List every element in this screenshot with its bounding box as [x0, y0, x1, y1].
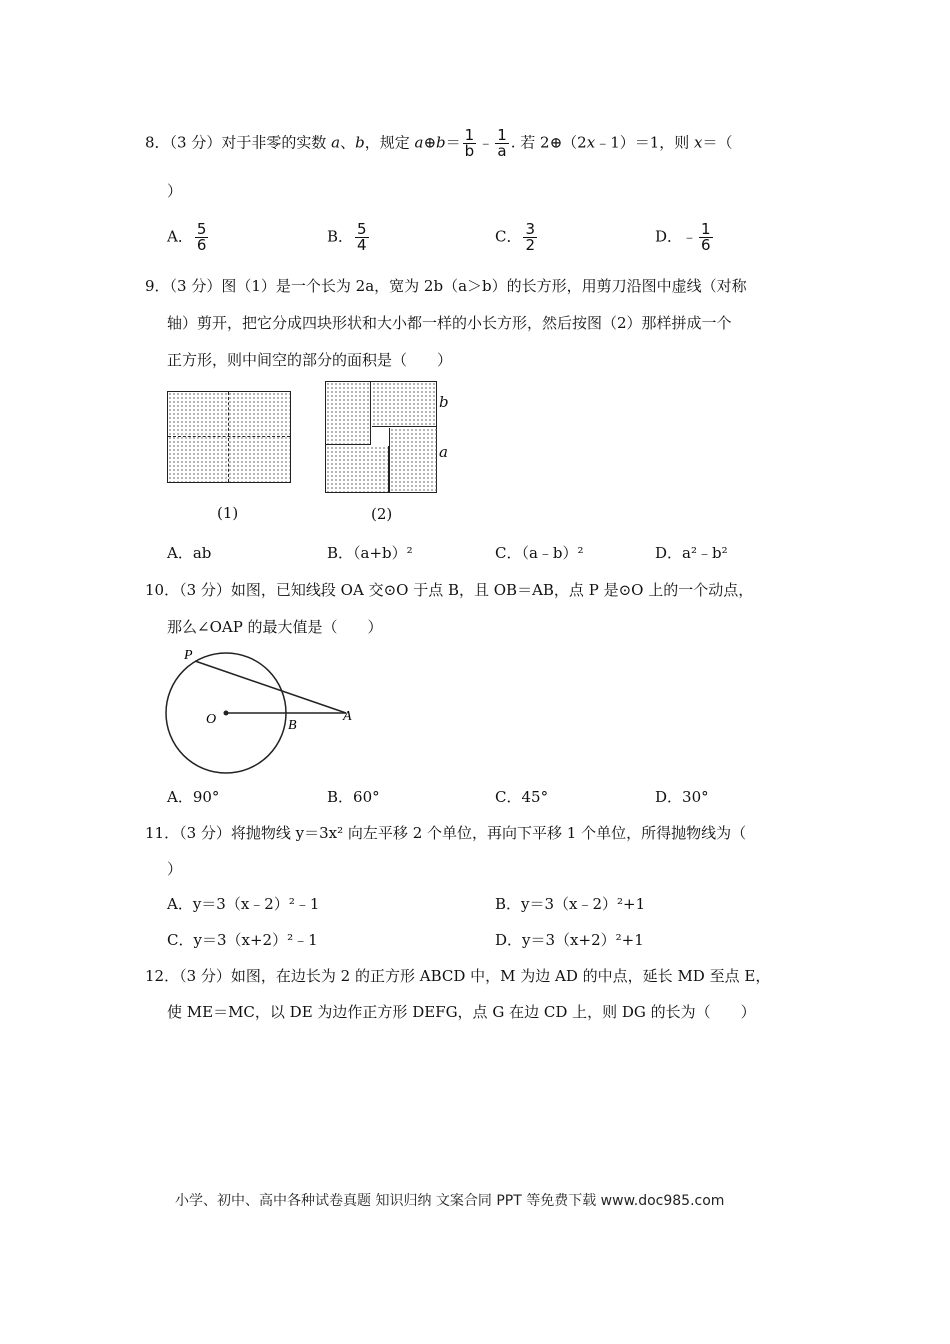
q9-figure-2-square [325, 381, 437, 493]
q8-op-a: a [414, 133, 424, 152]
frac-num: 5 [196, 220, 207, 238]
q10-line1: 10．（3 分）如图，已知线段 OA 交⊙O 于点 B，且 OB＝AB，点 P 是⊙O 上的一个动点， [145, 581, 754, 599]
option-fraction [699, 222, 713, 253]
q9-line3: 正方形，则中间空的部分的面积是（ ） [167, 351, 453, 369]
q8-f1-num: 1 [464, 126, 475, 144]
frac-den: 6 [701, 236, 711, 254]
option-label: C． [495, 227, 522, 246]
q9-fig1-vertical-dashed-line [228, 392, 229, 482]
frac-den: 6 [196, 236, 207, 254]
q9-option-b: B．（a+b）² [327, 544, 413, 562]
q11-line1: 11．（3 分）将抛物线 y＝3x² 向左平移 2 个单位，再向下平移 1 个单位，所得抛物线为（ [145, 824, 747, 842]
q8-var-x2: x [694, 133, 703, 152]
q8-text2: ，规定 [364, 133, 415, 152]
q9-fig1-horizontal-dashed-line [168, 436, 290, 437]
q10-label-p: P [184, 648, 193, 663]
option-label: B． [327, 227, 354, 246]
q8-minus: ﹣ [478, 133, 494, 152]
q12-line1: 12．（3 分）如图，在边长为 2 的正方形 ABCD 中，M 为边 AD 的中点，延长 MD 至点 E， [145, 967, 771, 985]
frac-den: 2 [525, 236, 536, 254]
option-label: A． [167, 227, 193, 246]
q8-line2: ） [167, 182, 183, 200]
q8-op-b: b [436, 133, 446, 152]
q8-f2-den: a [497, 142, 507, 160]
q8-option-b [327, 222, 371, 253]
q9-option-a: A．ab [167, 544, 212, 562]
q9-fig2-label-a: a [439, 443, 448, 461]
q10-option-c: C．45° [495, 788, 549, 806]
q9-fig2-piece-left-top [326, 382, 371, 445]
q12-line2: 使 ME＝MC，以 DE 为边作正方形 DEFG，点 G 在边 CD 上，则 DG 的长为（ ） [167, 1003, 756, 1021]
q8-f1-den: b [464, 142, 475, 160]
q8-option-c [495, 222, 539, 253]
q9-figure-1-rectangle [167, 391, 291, 483]
frac-num: 1 [701, 220, 711, 238]
q11-option-b: B．y＝3（x﹣2）²+1 [495, 895, 646, 913]
q9-figure-1-caption: (1) [217, 504, 239, 522]
q8-fraction-2 [495, 128, 509, 159]
q8-text5: ＝（ [702, 133, 733, 152]
frac-num: 5 [357, 220, 367, 238]
q8-f2-num: 1 [497, 126, 507, 144]
page-footer: 小学、初中、高中各种试卷真题 知识归纳 文案合同 PPT 等免费下载 www.doc985.com [175, 1193, 725, 1209]
q9-fig2-piece-right-bottom [389, 428, 437, 492]
q10-line2: 那么∠OAP 的最大值是（ ） [167, 618, 383, 636]
q9-figure-2-caption: (2) [371, 505, 393, 523]
q8-text3: . 若 2⊕（2 [510, 133, 587, 152]
q9-line2: 轴）剪开，把它分成四块形状和大小都一样的小长方形，然后按图（2）那样拼成一个 [167, 314, 732, 332]
frac-den: 4 [357, 236, 367, 254]
q8-option-d [655, 222, 715, 253]
q8-text: 8．（3 分）对于非零的实数 [145, 133, 327, 152]
q10-label-o: O [206, 712, 217, 727]
q9-fig2-center-hole [372, 428, 387, 444]
option-fraction [523, 222, 537, 253]
q9-line1: 9．（3 分）图（1）是一个长为 2a，宽为 2b（a＞b）的长方形，用剪刀沿图中虚线（对称 [145, 277, 747, 295]
q8-var-x: x [586, 133, 596, 152]
q9-option-c: C．（a﹣b）² [495, 544, 584, 562]
q11-option-d: D．y＝3（x+2）²+1 [495, 931, 644, 949]
q10-figure-circle [160, 645, 360, 780]
q9-fig2-piece-bottom-left [326, 446, 389, 492]
frac-num: 3 [525, 220, 536, 238]
q10-center-point [224, 711, 229, 716]
q11-option-c: C．y＝3（x+2）²﹣1 [167, 931, 318, 949]
option-sign: ﹣ [682, 227, 698, 246]
q8-option-a [167, 222, 210, 253]
q8-op-symbol: ⊕ [423, 133, 437, 152]
q10-option-a: A．90° [167, 788, 220, 806]
q8-fraction-1 [463, 128, 477, 159]
q9-fig2-label-b: b [439, 393, 449, 411]
q11-option-a: A．y＝3（x﹣2）²﹣1 [167, 895, 320, 913]
q10-segment-pa [195, 661, 346, 713]
q8-text4: ﹣1）＝1，则 [595, 133, 695, 152]
q8-sep: 、 [340, 133, 356, 152]
q8-var-b: b [355, 133, 365, 152]
q10-option-b: B．60° [327, 788, 380, 806]
q10-label-b: B [288, 718, 297, 733]
q9-option-d: D．a²﹣b² [655, 544, 728, 562]
option-fraction [355, 222, 369, 253]
q10-option-d: D．30° [655, 788, 709, 806]
q9-fig2-piece-top-right [372, 382, 436, 427]
q8-line1 [145, 128, 733, 159]
q8-var-a: a [326, 133, 341, 152]
option-label: D． [655, 227, 683, 246]
q8-equals: ＝ [445, 133, 461, 152]
q10-label-a: A [343, 709, 352, 724]
q11-line2: ） [167, 860, 183, 878]
option-fraction [195, 222, 209, 253]
